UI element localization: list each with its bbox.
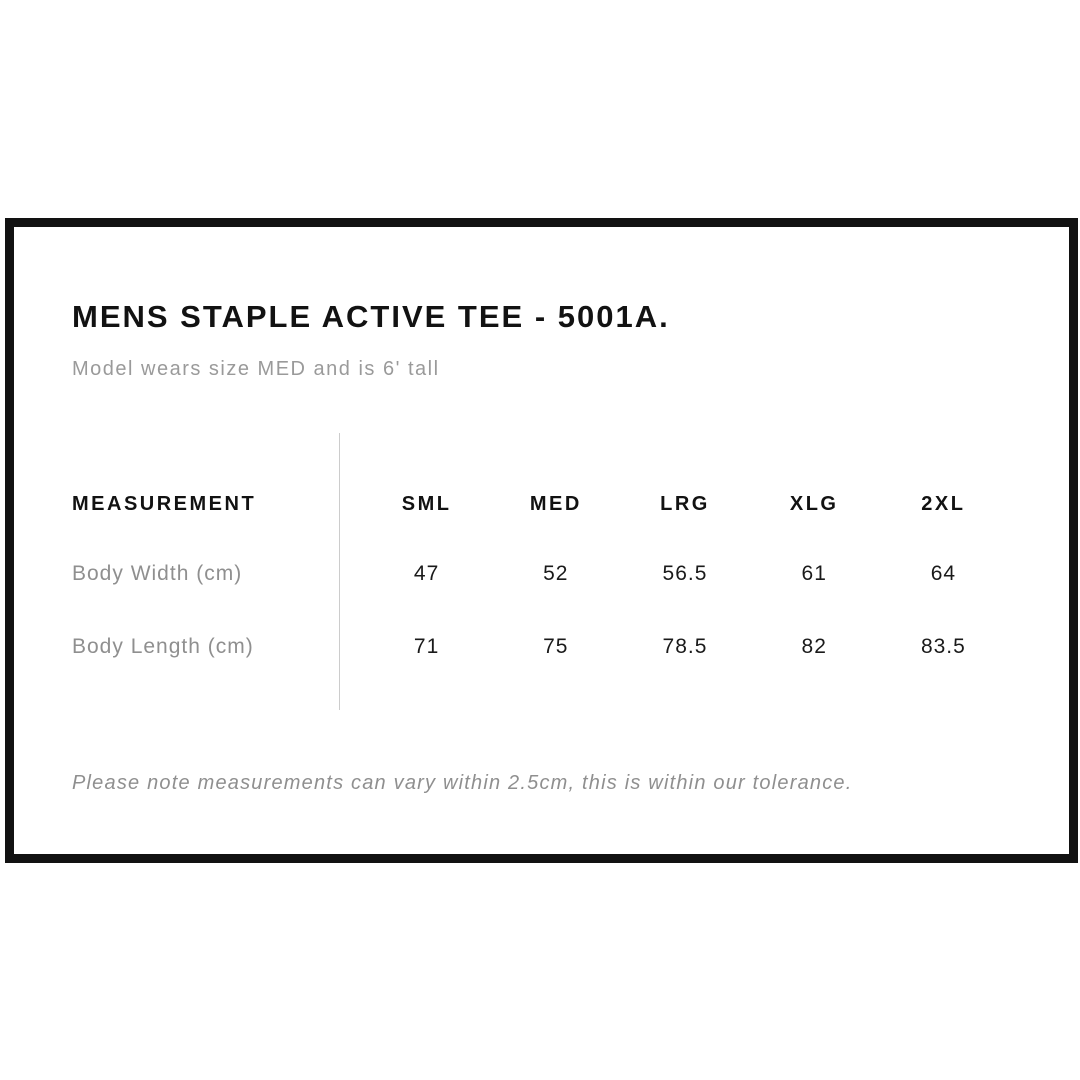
body-length-med: 75 bbox=[543, 635, 569, 658]
size-header-med: MED bbox=[529, 492, 582, 515]
body-width-lrg: 56.5 bbox=[662, 562, 708, 585]
size-header-lrg: LRG bbox=[660, 492, 710, 515]
row-label-body-width: Body Width (cm) bbox=[72, 562, 243, 585]
body-length-sml: 71 bbox=[413, 635, 440, 658]
body-width-2xl: 64 bbox=[930, 562, 957, 585]
measurement-column-header: MEASUREMENT bbox=[72, 492, 257, 515]
size-header-xlg: XLG bbox=[789, 492, 839, 515]
body-length-lrg: 78.5 bbox=[662, 635, 708, 658]
size-chart-content bbox=[14, 227, 1069, 854]
size-header-2xl: 2XL bbox=[921, 492, 966, 515]
row-label-body-length: Body Length (cm) bbox=[72, 635, 254, 658]
page-title: MENS STAPLE ACTIVE TEE - 5001A. bbox=[72, 299, 670, 334]
size-header-sml: SML bbox=[401, 492, 452, 515]
size-chart-frame bbox=[5, 218, 1078, 863]
body-length-2xl: 83.5 bbox=[920, 635, 966, 658]
model-size-note: Model wears size MED and is 6' tall bbox=[72, 358, 440, 380]
body-width-med: 52 bbox=[543, 562, 569, 585]
tolerance-note: Please note measurements can vary within 2.5cm, this is within our tolerance. bbox=[72, 772, 853, 794]
body-length-xlg: 82 bbox=[801, 635, 827, 658]
body-width-xlg: 61 bbox=[801, 562, 827, 585]
body-width-sml: 47 bbox=[413, 562, 440, 585]
size-table bbox=[72, 468, 1008, 686]
